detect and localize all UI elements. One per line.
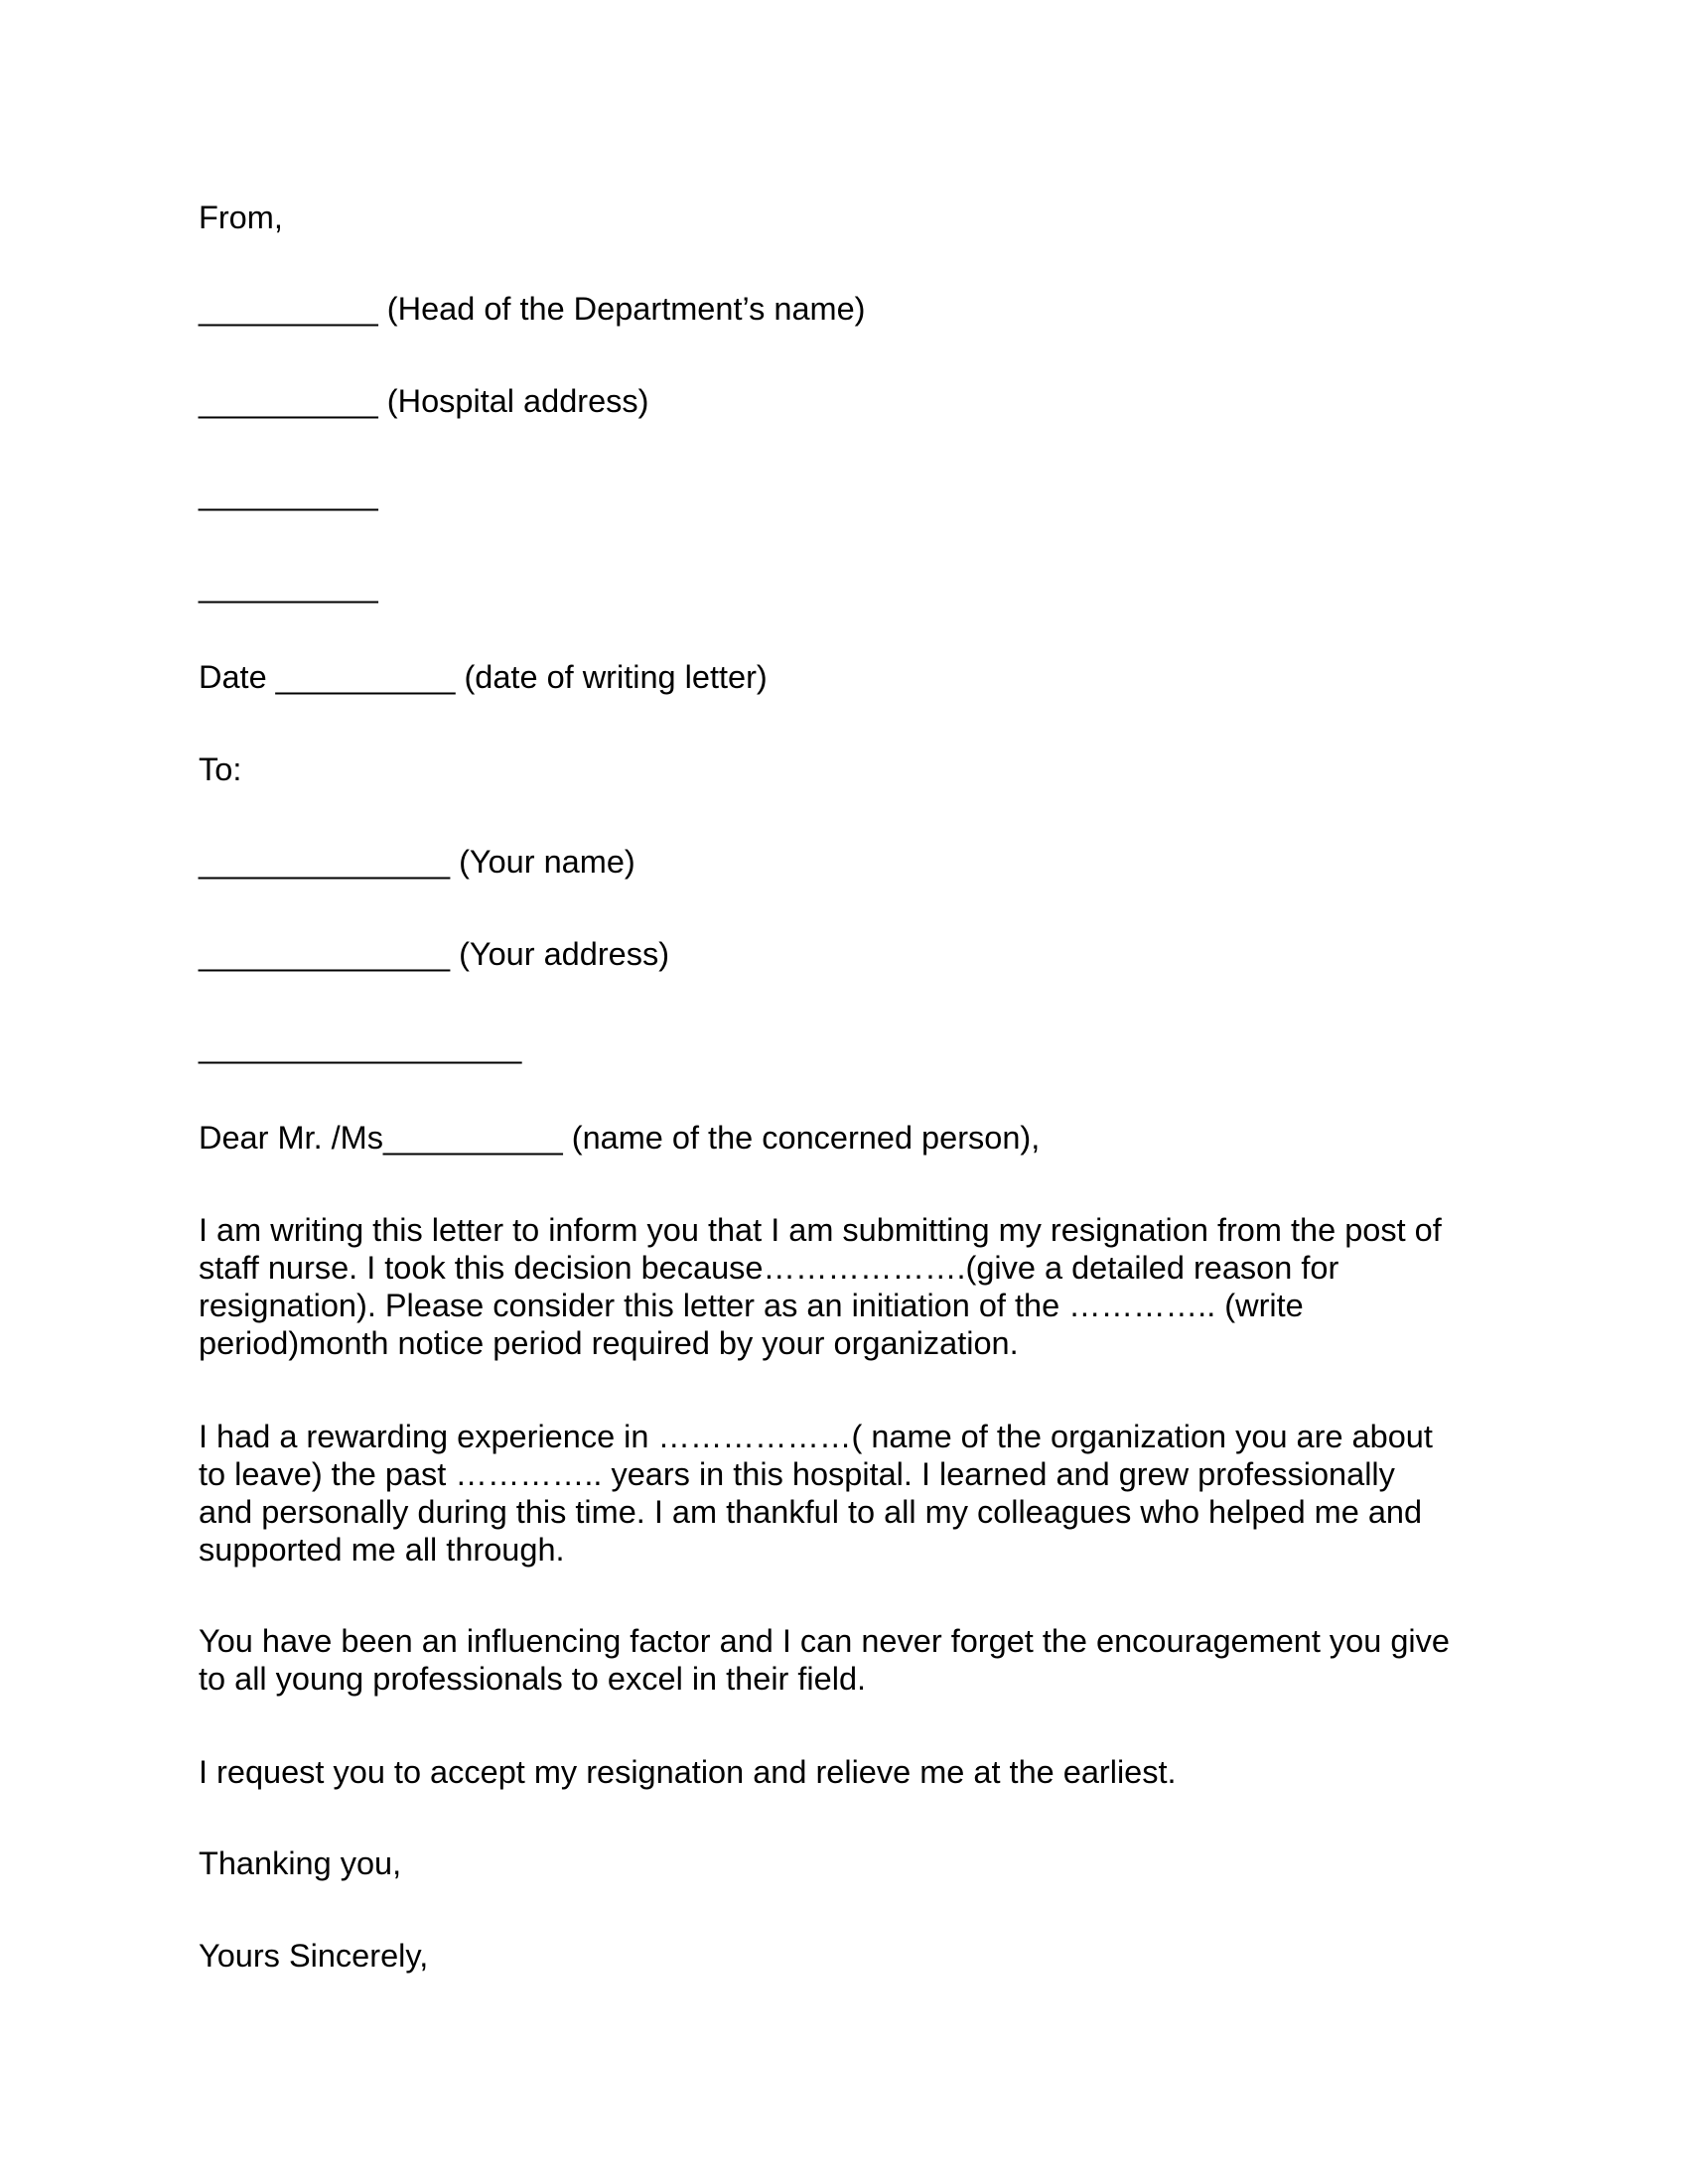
paragraph-line: I had a rewarding experience in ………………( name of the organization you are about [199,1419,1433,1454]
body-paragraph-2 [199,1418,1499,1569]
date-line: Date __________ (date of writing letter) [199,659,768,695]
to-line-blank: __________________ [199,1028,522,1064]
closing-sincerely: Yours Sincerely, [199,1938,429,1974]
closing-thanking: Thanking you, [199,1845,402,1881]
paragraph-line: supported me all through. [199,1532,565,1568]
to-label: To: [199,751,242,787]
paragraph-line: to leave) the past ………….. years in this hospital. I learned and grew professionally [199,1456,1395,1492]
from-line-blank-1: __________ [199,476,378,511]
paragraph-line: and personally during this time. I am thankful to all my colleagues who helped me and [199,1494,1423,1530]
from-line-hospital-address: __________ (Hospital address) [199,383,649,419]
salutation: Dear Mr. /Ms__________ (name of the concerned person), [199,1120,1041,1156]
paragraph-line: staff nurse. I took this decision because……………….(give a detailed reason for [199,1250,1339,1286]
body-paragraph-1 [199,1211,1499,1362]
to-line-your-address: ______________ (Your address) [199,936,670,972]
to-line-your-name: ______________ (Your name) [199,844,635,880]
paragraph-line: to all young professionals to excel in their field. [199,1661,867,1697]
paragraph-line: period)month notice period required by your organization. [199,1325,1019,1361]
paragraph-line: resignation). Please consider this letter as an initiation of the ………….. (write [199,1288,1304,1323]
body-paragraph-3 [199,1622,1499,1698]
from-label: From, [199,200,283,235]
paragraph-line: I am writing this letter to inform you that I am submitting my resignation from the post of [199,1212,1442,1248]
from-line-blank-2: __________ [199,568,378,604]
from-line-hod-name: __________ (Head of the Department’s name) [199,291,866,327]
paragraph-line: You have been an influencing factor and I can never forget the encouragement you give [199,1623,1450,1659]
body-paragraph-4: I request you to accept my resignation and relieve me at the earliest. [199,1754,1177,1790]
